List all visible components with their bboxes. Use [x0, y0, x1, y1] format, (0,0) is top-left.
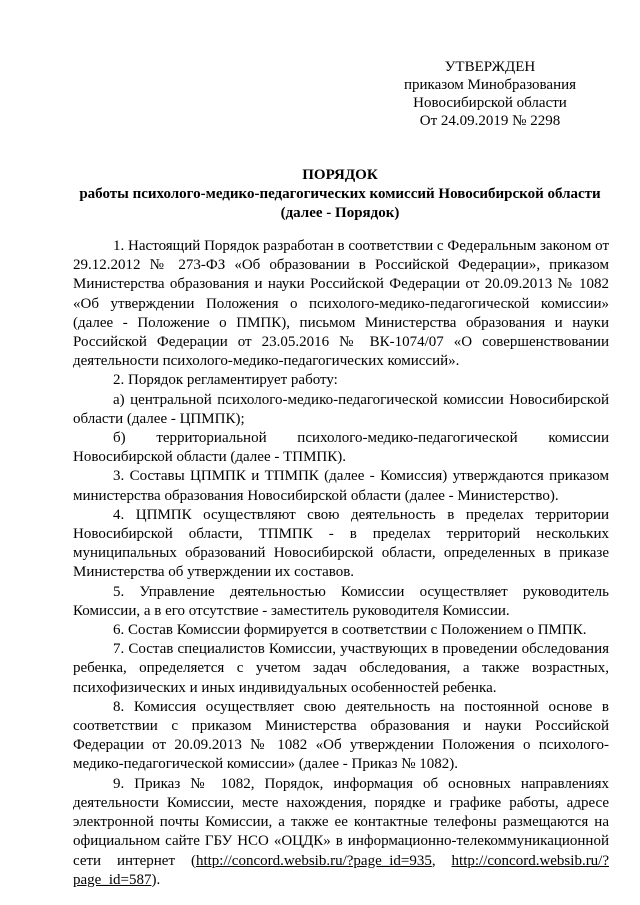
approval-date-line: От 24.09.2019 № 2298 — [419, 113, 561, 129]
title-abbreviation: (далее - Порядок) — [280, 205, 400, 221]
paragraph-5: 5. Управление деятельностью Комиссии осуществляет руководитель Комиссии, а в его отсутствие - заместитель руководителя Комиссии. — [73, 583, 609, 619]
paragraph-9-end: ). — [151, 871, 161, 888]
approval-order-line: приказом Минобразования — [403, 77, 577, 93]
paragraph-8: 8. Комиссия осуществляет свою деятельность на постоянной основе в соответствии с приказом Министерства образования и науки Российской Федерации от 20.09.2013 № 1082 «Об утверждении Положения о психолого-медико-педагогической комиссии» (далее - Приказ № 1082). — [73, 698, 609, 773]
paragraph-3: 3. Составы ЦПМПК и ТПМПК (далее - Комиссия) утверждаются приказом министерства образования Новосибирской области (далее - Министерство). — [73, 468, 609, 504]
title-subject: работы психолого-медико-педагогических комиссий Новосибирской области — [79, 186, 601, 202]
link-page-587[interactable]: http://concord.websib.ru/?page_id=587 — [73, 852, 610, 888]
paragraph-2b: б) территориальной психолого-медико-педагогической комиссии Новосибирской области (далее - ТПМПК). — [73, 430, 609, 466]
paragraph-1: 1. Настоящий Порядок разработан в соответствии с Федеральным законом от 29.12.2012 № 273-ФЗ «Об образовании в Российской Федерации», приказом Министерства образования и науки Российской Федерации от 20.09.2013 № 1082 «Об утверждении Положения о психолого-медико-педагогической комиссии» (далее - Положение о ПМПК), письмом Министерства образования и науки Российской Федерации от 23.05.2016 № ВК-1074/07 «О совершенствовании деятельности психолого-медико-педагогических комиссий». — [73, 238, 609, 370]
link-separator: , — [431, 852, 452, 869]
document-title — [60, 166, 620, 223]
paragraph-7: 7. Состав специалистов Комиссии, участвующих в проведении обследования ребенка, определяется с учетом задач обследования, а также возрастных, психофизических и иных индивидуальных особенностей ребенка. — [73, 641, 609, 696]
paragraph-2: 2. Порядок регламентирует работу: — [113, 372, 338, 389]
document-body — [73, 237, 609, 890]
approval-stamp — [380, 58, 600, 130]
link-page-935[interactable]: http://concord.websib.ru/?page_id=935 — [195, 852, 432, 869]
approval-heading: УТВЕРЖДЕН — [444, 59, 536, 75]
paragraph-9 — [73, 775, 609, 890]
paragraph-6: 6. Состав Комиссии формируется в соответствии с Положением о ПМПК. — [113, 622, 587, 639]
title-heading: ПОРЯДОК — [302, 167, 378, 183]
paragraph-4: 4. ЦПМПК осуществляют свою деятельность в пределах территории Новосибирской области, ТПМПК - в пределах территорий нескольких муниципальных образований Новосибирской области, определенных в приказе Министерства об утверждении их составов. — [73, 506, 609, 581]
approval-region-line: Новосибирской области — [413, 95, 567, 111]
paragraph-9-text: 9. Приказ № 1082, Порядок, информация об основных направлениях деятельности Комиссии, месте нахождения, порядке и графике работы, адресе электронной почты Комиссии, а также ее контактные телефоны размещаются на официальном сайте ГБУ НСО «ОЦДК» в информационно-телекоммуникационной сети интернет ( — [73, 775, 609, 869]
paragraph-2a: а) центральной психолого-медико-педагогической комиссии Новосибирской области (далее - ЦПМПК); — [73, 391, 609, 427]
